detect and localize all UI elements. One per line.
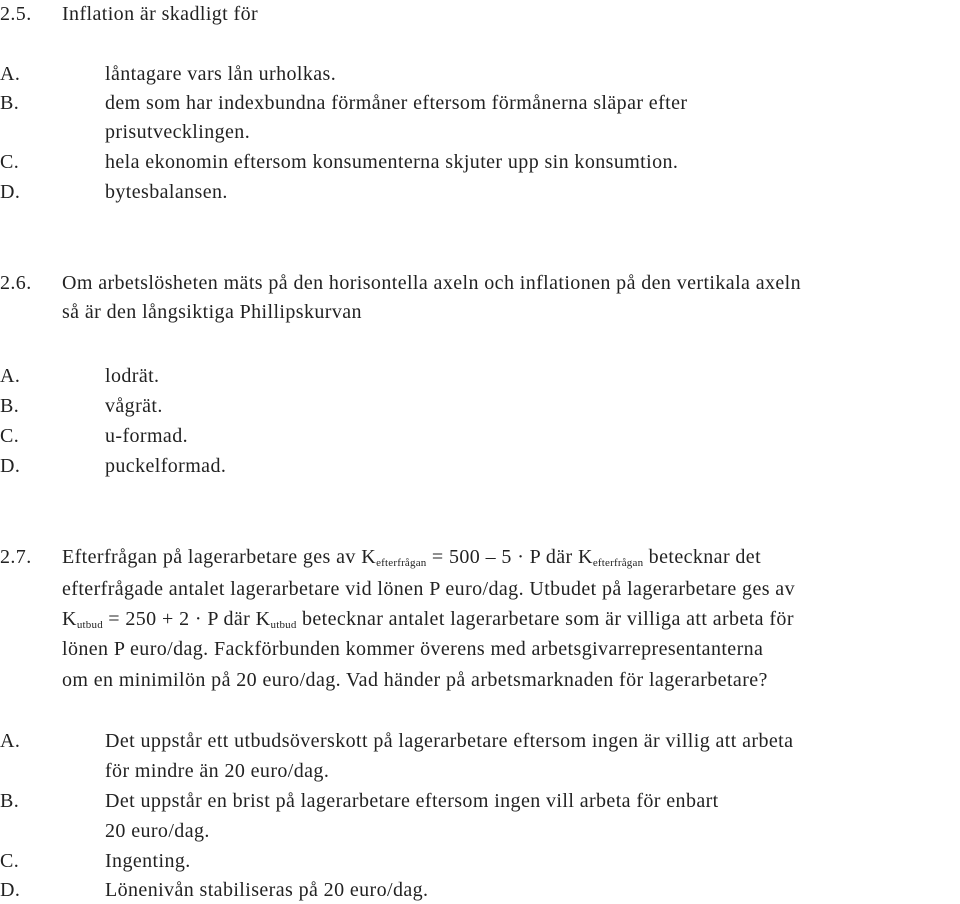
option-label: C. <box>0 425 20 447</box>
question-stem-line <box>62 545 761 575</box>
option-label: A. <box>0 63 21 85</box>
option-text: dem som har indexbundna förmåner eftersom förmånerna släpar efter <box>105 92 688 114</box>
option-text: bytesbalansen. <box>105 181 228 203</box>
option-label: D. <box>0 181 21 203</box>
option-label: D. <box>0 455 21 477</box>
question-stem: Inflation är skadligt för <box>62 3 259 25</box>
option-label: C. <box>0 151 20 173</box>
question-stem: så är den långsiktiga Phillipskurvan <box>62 301 362 323</box>
option-label: B. <box>0 790 20 812</box>
question-number: 2.7. <box>0 546 32 568</box>
question-stem-line: om en minimilön på 20 euro/dag. Vad händer på arbetsmarknaden för lagerarbetare? <box>62 669 768 691</box>
option-text: 20 euro/dag. <box>105 820 210 842</box>
subscript-utbud: utbud <box>270 619 297 631</box>
question-stem: Om arbetslösheten mäts på den horisontella axeln och inflationen på den vertikala axeln <box>62 272 802 294</box>
option-label: B. <box>0 92 20 114</box>
stem-text: betecknar det <box>643 546 762 568</box>
option-text: u-formad. <box>105 425 189 447</box>
question-stem-line: lönen P euro/dag. Fackförbunden kommer överens med arbetsgivarrepresentanterna <box>62 638 764 660</box>
stem-text: K <box>62 608 77 630</box>
option-text: låntagare vars lån urholkas. <box>105 63 337 85</box>
option-text: Lönenivån stabiliseras på 20 euro/dag. <box>105 879 429 901</box>
question-stem-line: efterfrågade antalet lagerarbetare vid lönen P euro/dag. Utbudet på lagerarbetare ges av <box>62 578 795 600</box>
question-number: 2.6. <box>0 272 32 294</box>
stem-text: betecknar antalet lagerarbetare som är villiga att arbeta för <box>296 608 794 630</box>
option-label: A. <box>0 730 21 752</box>
question-number: 2.5. <box>0 3 32 25</box>
option-label: D. <box>0 879 21 901</box>
option-text: hela ekonomin eftersom konsumenterna skjuter upp sin konsumtion. <box>105 151 679 173</box>
stem-text: Efterfrågan på lagerarbetare ges av K <box>62 546 377 568</box>
subscript-utbud: utbud <box>76 619 103 631</box>
option-text: för mindre än 20 euro/dag. <box>105 760 330 782</box>
option-label: A. <box>0 365 21 387</box>
option-text: lodrät. <box>105 365 160 387</box>
option-label: B. <box>0 395 20 417</box>
option-text: Det uppstår en brist på lagerarbetare eftersom ingen vill arbeta för enbart <box>105 790 719 812</box>
option-label: C. <box>0 850 20 872</box>
option-text: Ingenting. <box>105 850 191 872</box>
option-text: Det uppstår ett utbudsöverskott på lagerarbetare eftersom ingen är villig att arbeta <box>105 730 794 752</box>
option-text: puckelformad. <box>105 455 227 477</box>
option-text: prisutvecklingen. <box>105 121 251 143</box>
subscript-efterfragan: efterfrågan <box>376 557 427 569</box>
stem-text: = 250 + 2 · P där K <box>102 608 271 630</box>
subscript-efterfragan: efterfrågan <box>592 557 644 569</box>
stem-text: = 500 – 5 · P där K <box>426 546 593 568</box>
question-stem-line <box>62 607 794 637</box>
option-text: vågrät. <box>105 395 163 417</box>
